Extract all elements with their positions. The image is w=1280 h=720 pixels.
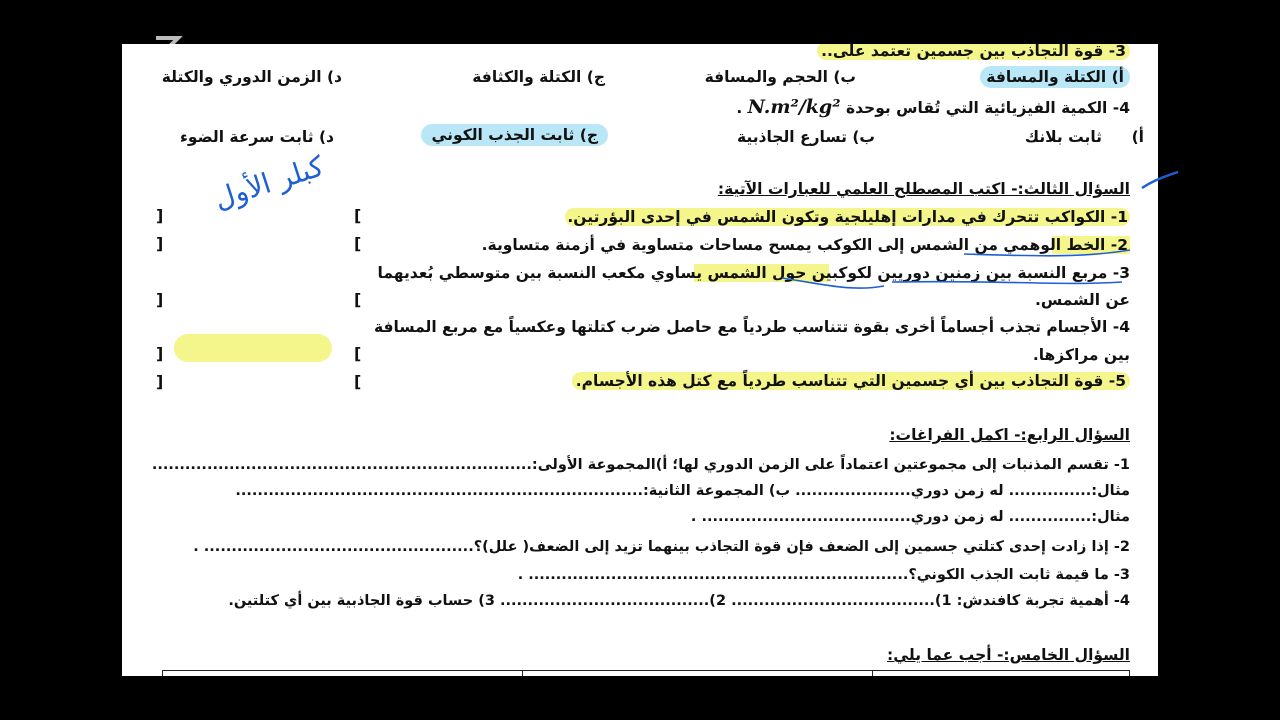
answer-bracket-3-close: ] xyxy=(156,290,164,309)
answer-bracket-4-open: [ xyxy=(354,344,362,363)
q3-item-2: 2- الخط الوهمي من الشمس إلى الكوكب يمسح مساحات متساوية في أزمنة متساوية. xyxy=(481,236,1128,254)
q4-line-2: مثال:............... له زمن دوري..................... ب) المجموعة الثانية:.......................................................................... xyxy=(235,483,1130,499)
q2-item3-option-b: ب) الحجم والمسافة xyxy=(704,68,856,86)
ink-stroke xyxy=(1140,168,1180,192)
q2-item4: 4- الكمية الفيزيائية التي تُقاس بوحدة N.m²/kg² . xyxy=(736,96,1130,118)
q2-item3-option-c: ج) الكتلة والكثافة xyxy=(472,68,605,86)
q3-item-4: 4- الأجسام تجذب أجساماً أخرى بقوة تتناسب طردياً مع حاصل ضرب كتلتها وعكسياً مع مربع المسافة xyxy=(373,318,1130,336)
q3-item-1: 1- الكواكب تتحرك في مدارات إهليلجية وتكون الشمس في إحدى البؤرتين. xyxy=(567,208,1128,226)
q4-title: السؤال الرابع:- اكمل الفراغات: xyxy=(889,426,1130,444)
answer-bracket-3-open: [ xyxy=(354,290,362,309)
q3-item-3-cont: عن الشمس. xyxy=(1034,291,1130,309)
q2-item4-option-a-marker: أ) xyxy=(1131,128,1144,146)
q3-title: السؤال الثالث:- اكتب المصطلح العلمي للعبارات الآتية: xyxy=(717,180,1130,198)
answer-bracket-2-open: [ xyxy=(354,234,362,253)
q5-title: السؤال الخامس:- أجب عما يلي: xyxy=(887,646,1130,664)
q2-item3-option-a: أ) الكتلة والمسافة xyxy=(980,66,1130,88)
q2-item4-option-a: ثابت بلانك xyxy=(1024,128,1102,146)
answer-bracket-5-open: [ xyxy=(354,372,362,391)
q3-item-4-cont: بين مراكزها. xyxy=(1032,346,1130,364)
q4-line-6: 4- أهمية تجربة كافندش: 1)..................................... 2)...................................... 3) حساب قوة الجاذبية بين أي كتلتين. xyxy=(228,593,1130,609)
q2-item4-option-b: ب) تسارع الجاذبية xyxy=(736,128,875,146)
q3-item-5: 5- قوة التجاذب بين أي جسمين التي تتناسب طردياً مع كتل هذه الأجسام. xyxy=(572,370,1130,392)
answer-bracket-1-open: [ xyxy=(354,206,362,225)
q2-item3: 3- قوة التجاذب بين جسمين تعتمد على.. xyxy=(817,44,1130,62)
answer-bracket-5-close: ] xyxy=(156,372,164,391)
unit-formula: N.m²/kg² xyxy=(747,96,841,118)
q3-item-3: 3- مربع النسبة بين زمنين دوريين لكوكبين حول الشمس يساوي مكعب النسبة بين متوسطي بُعديهما xyxy=(377,264,1130,282)
answer-bracket-4-close: ] xyxy=(156,344,164,363)
q4-line-1: 1- تقسم المذنبات إلى مجموعتين اعتماداً على الزمن الدوري لها؛ أ)المجموعة الأولى:..................................................................... xyxy=(151,457,1130,473)
q4-line-5: 3- ما قيمة ثابت الجذب الكوني؟..................................................................... . xyxy=(517,567,1130,583)
handwritten-answer: كبلر الأول xyxy=(209,149,328,216)
q2-item4-option-d: د) ثابت سرعة الضوء xyxy=(179,128,334,146)
q2-item4-option-c: ج) ثابت الجذب الكوني xyxy=(421,124,608,146)
q4-line-4: 2- إذا زادت إحدى كتلتي جسمين إلى الضعف فإن قوة التجاذب بينهما تزيد إلى الضعف( علل)؟................................................. . xyxy=(193,539,1130,555)
answer-bracket-1-close: ] xyxy=(156,206,164,225)
q2-item3-option-d: د) الزمن الدوري والكتلة xyxy=(161,68,342,86)
worksheet-page xyxy=(122,44,1158,676)
q4-line-3: مثال:............... له زمن دوري...................................... . xyxy=(690,509,1130,525)
answer-bracket-2-close: ] xyxy=(156,234,164,253)
answer-table-top xyxy=(162,670,1130,676)
